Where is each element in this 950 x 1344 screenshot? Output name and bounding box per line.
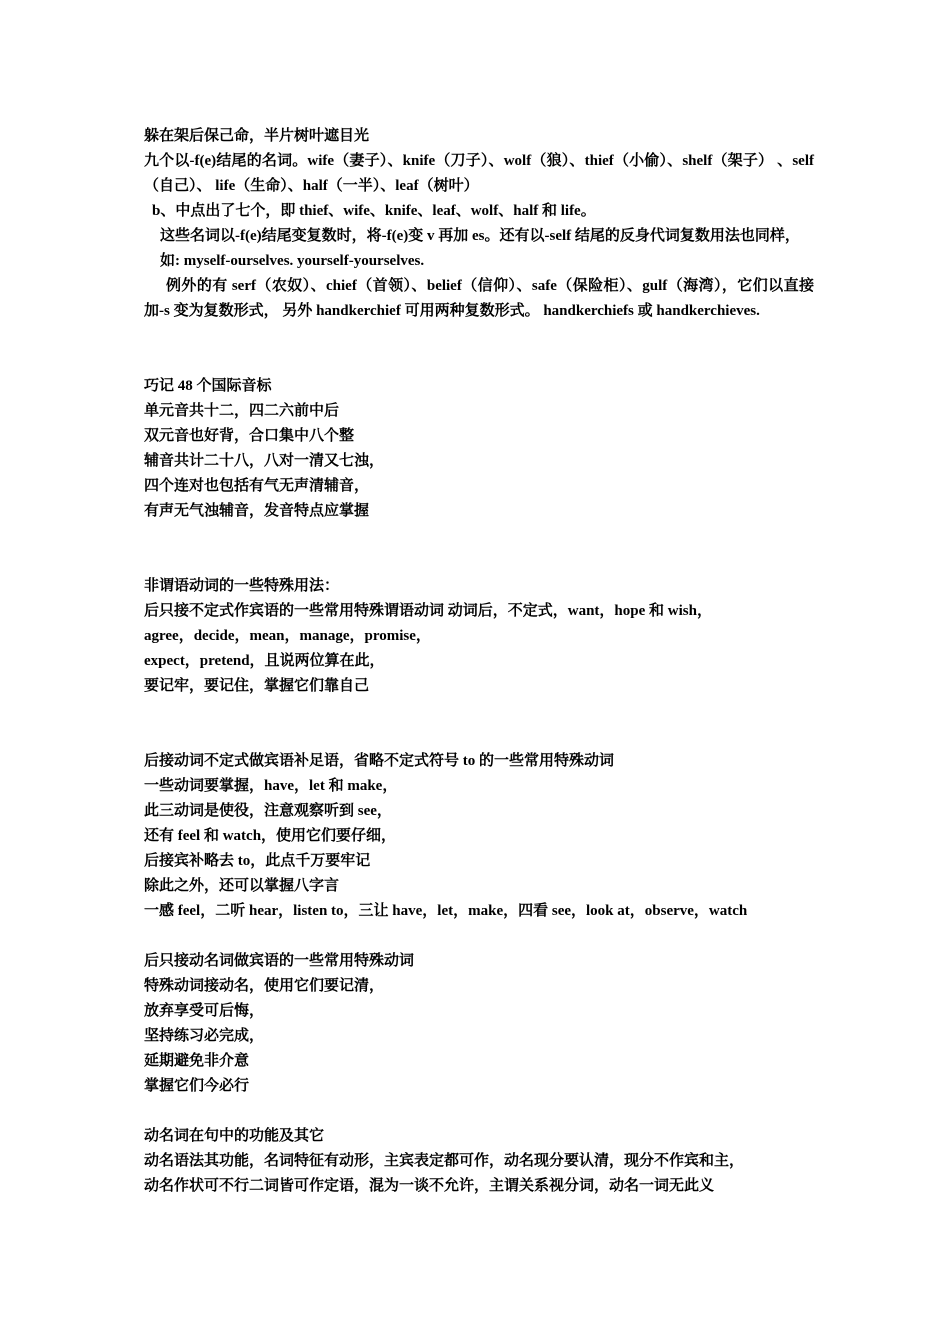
s2-line-1: 双元音也好背，合口集中八个整 xyxy=(144,428,355,444)
s4-line-0: 一些动词要掌握，have，let 和 make， xyxy=(144,778,398,794)
s6-line-1: 动名作状可不行二词皆可作定语，混为一谈不允许，主谓关系视分词，动名一词无此义 xyxy=(144,1178,715,1194)
s1-line2: 九个以-f(e)结尾的名词。wife（妻子）、knife（刀子）、wolf（狼）、thief（小偷）、shelf（架子） 、self（自己）、 life（生命）、half（一半）、leaf（树叶） xyxy=(144,153,814,194)
s3-line-3: 要记牢，要记住，掌握它们靠自己 xyxy=(144,678,370,694)
s4-line-2: 还有 feel 和 watch，使用它们要仔细， xyxy=(144,828,397,844)
s6-line-0: 动名语法其功能，名词特征有动形，主宾表定都可作，动名现分要认清，现分不作宾和主， xyxy=(144,1153,745,1169)
s5-line-1: 放弃享受可后悔， xyxy=(144,1003,265,1019)
s5-line-2: 坚持练习必完成， xyxy=(144,1028,265,1044)
s5-line-4: 掌握它们今必行 xyxy=(144,1078,250,1094)
s1-line4: 这些名词以-f(e)结尾变复数时，将-f(e)变 v 再加 es。还有以-self 结尾的反身代词复数用法也同样，如: myself-ourselves. yourself-yourselves. xyxy=(160,228,800,269)
s4-line-3: 后接宾补略去 to，此点千万要牢记 xyxy=(144,853,371,869)
s6-title: 动名词在句中的功能及其它 xyxy=(144,1128,325,1144)
s2-title: 巧记 48 个国际音标 xyxy=(144,378,272,394)
s5-line-0: 特殊动词接动名，使用它们要记清， xyxy=(144,978,385,994)
document-page xyxy=(144,124,814,1199)
s1-line3: b、中点出了七个，即 thief、wife、knife、leaf、wolf、half 和 life。 xyxy=(152,203,596,219)
s3-line-2: expect，pretend，且说两位算在此， xyxy=(144,653,385,669)
s2-line-4: 有声无气浊辅音，发音特点应掌握 xyxy=(144,503,370,519)
s4-title: 后接动词不定式做宾语补足语，省略不定式符号 to 的一些常用特殊动词 xyxy=(144,753,614,769)
s5-line-3: 延期避免非介意 xyxy=(144,1053,250,1069)
s4-line-4: 除此之外，还可以掌握八字言 xyxy=(144,878,340,894)
s1-line1: 躲在架后保己命，半片树叶遮目光 xyxy=(144,128,370,144)
s3-line-1: agree，decide，mean，manage，promise， xyxy=(144,628,431,644)
s1-line5: 例外的有 serf（农奴）、chief（首领）、belief（信仰）、safe（保险柜）、gulf（海湾），它们以直接加-s 变为复数形式， 另外 handkerchief 可用两种复数形式。 handkerchiefs 或 handkerchieves. xyxy=(144,278,814,319)
s3-title: 非谓语动词的一些特殊用法： xyxy=(144,578,340,594)
s2-line-3: 四个连对也包括有气无声清辅音， xyxy=(144,478,370,494)
s2-line-0: 单元音共十二，四二六前中后 xyxy=(144,403,340,419)
s3-line-0: 后只接不定式作宾语的一些常用特殊谓语动词 动词后，不定式，want，hope 和 wish， xyxy=(144,603,712,619)
s2-line-2: 辅音共计二十八，八对一清又七浊， xyxy=(144,453,385,469)
s4-line-5: 一感 feel，二听 hear，listen to，三让 have，let，make，四看 see，look at，observe，watch xyxy=(144,903,748,919)
s4-line-1: 此三动词是使役，注意观察听到 see， xyxy=(144,803,392,819)
s5-title: 后只接动名词做宾语的一些常用特殊动词 xyxy=(144,953,415,969)
